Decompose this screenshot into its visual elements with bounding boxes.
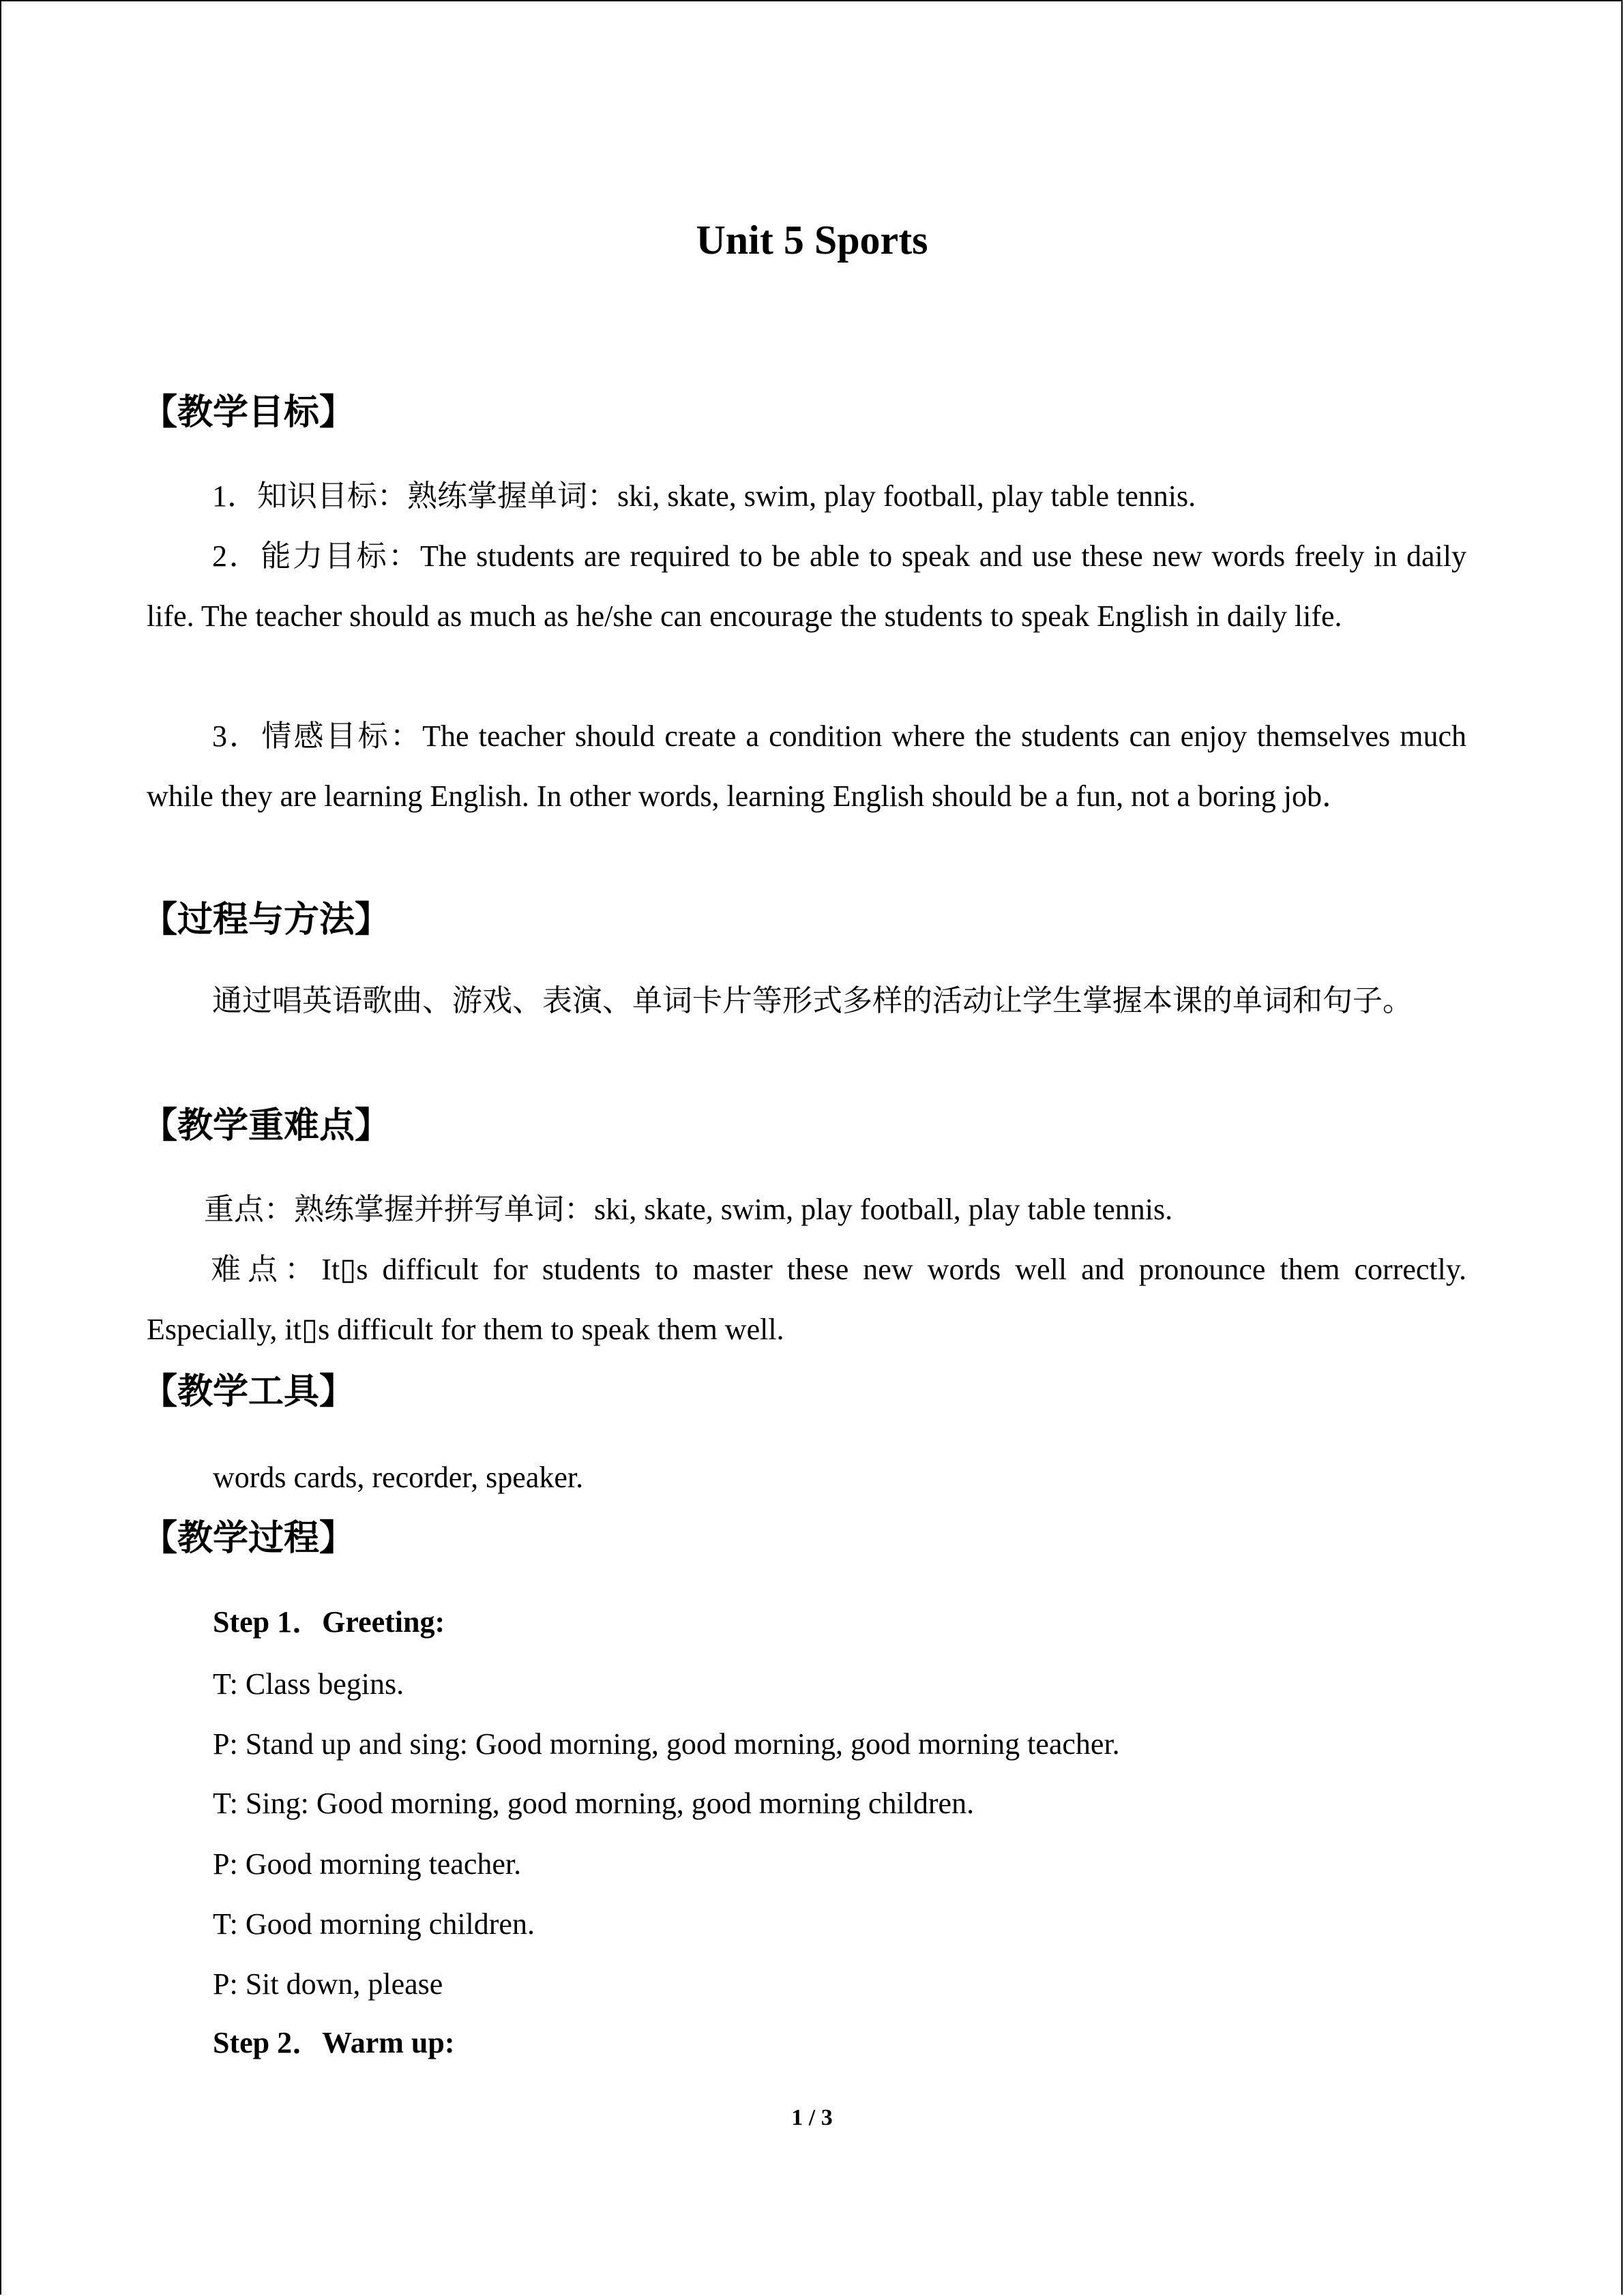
process-method-text: 通过唱英语歌曲、游戏、表演、单词卡片等形式多样的活动让学生掌握本课的单词和句子。 bbox=[212, 984, 1413, 1017]
difficult-point bbox=[147, 1240, 1466, 1360]
dialogue-line: P: Stand up and sing: Good morning, good morning, good morning teacher. bbox=[213, 1727, 1120, 1761]
objective-ability bbox=[147, 526, 1466, 646]
heading-teaching-procedure: 【教学过程】 bbox=[142, 1518, 355, 1559]
dialogue-line: T: Good morning children. bbox=[213, 1907, 535, 1941]
heading-process-and-method: 【过程与方法】 bbox=[142, 899, 391, 940]
step-2-heading: Step 2．Warm up: bbox=[213, 2026, 455, 2059]
difficult-point-text: 难点：It▯s difficult for students to master these new words well and pronounce them correctly. Especially, it▯s difficult for them to speak them well. bbox=[147, 1253, 1466, 1346]
page-number: 1 / 3 bbox=[791, 2105, 833, 2130]
heading-key-and-difficult-points: 【教学重难点】 bbox=[142, 1105, 391, 1146]
heading-teaching-objectives: 【教学目标】 bbox=[142, 392, 355, 433]
heading-teaching-tools: 【教学工具】 bbox=[142, 1371, 355, 1412]
dialogue-line: P: Sit down, please bbox=[213, 1967, 443, 2001]
objective-emotion-text: 3．情感目标：The teacher should create a condition where the students can enjoy themselves much while they are learning English. In other words, learning English should be a fun, not a boring job． bbox=[147, 719, 1466, 813]
objective-knowledge bbox=[147, 466, 1466, 526]
objective-knowledge-text: 1．知识目标：熟练掌握单词：ski, skate, swim, play football, play table tennis. bbox=[212, 479, 1196, 513]
objective-emotion bbox=[147, 706, 1466, 826]
key-point-text: 重点：熟练掌握并拼写单词：ski, skate, swim, play football, play table tennis. bbox=[204, 1193, 1173, 1226]
objective-ability-text: 2．能力目标：The students are required to be able to speak and use these new words freely in daily life. The teacher should as much as he/she can encourage the students to speak English in daily life. bbox=[147, 539, 1466, 633]
step-1-heading: Step 1．Greeting: bbox=[213, 1605, 445, 1639]
process-method-text-block bbox=[147, 971, 1466, 1031]
dialogue-line: P: Good morning teacher. bbox=[213, 1847, 522, 1881]
document-title: Unit 5 Sports bbox=[696, 218, 928, 263]
key-point bbox=[147, 1180, 1466, 1240]
dialogue-line: T: Class begins. bbox=[213, 1667, 404, 1701]
teaching-tools-text: words cards, recorder, speaker. bbox=[213, 1461, 584, 1494]
dialogue-line: T: Sing: Good morning, good morning, good morning children. bbox=[213, 1787, 975, 1820]
